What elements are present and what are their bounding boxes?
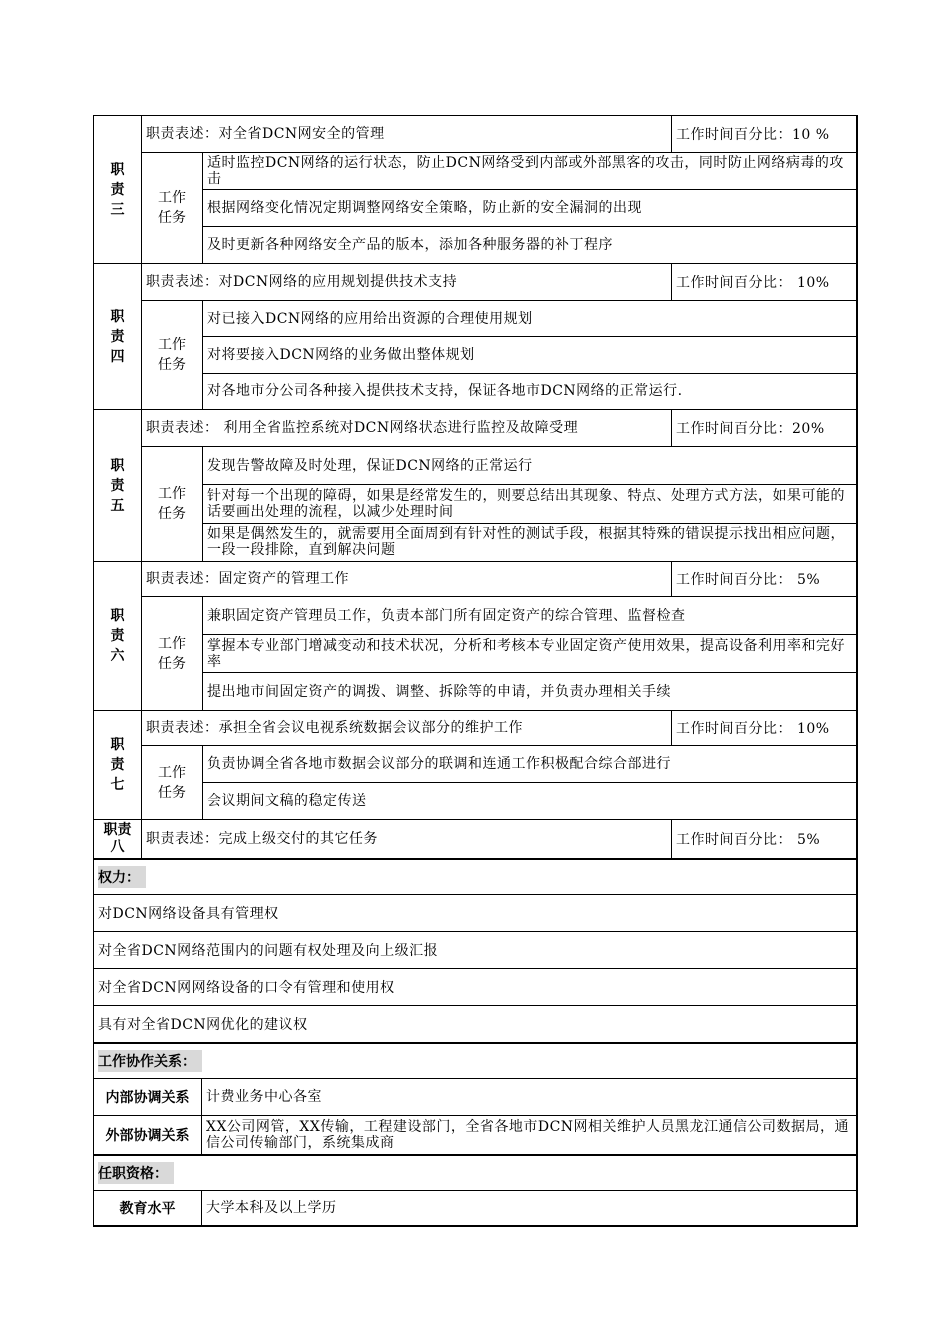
task-item: 掌握本专业部门增减变动和技术状况，分析和考核本专业固定资产使用效果，提高设备利用率和完好率 [203,634,856,672]
internal-coordination-value: 计费业务中心各室 [206,1089,322,1105]
task-item: 如果是偶然发生的，就需要用全面周到有针对性的测试手段，根据其特殊的错误提示找出相应问题，一段一段排除，直到解决问题 [203,523,856,561]
task-item: 发现告警故障及时处理，保证DCN网络的正常运行 [207,457,533,474]
education-row [94,1190,856,1225]
external-coordination-value: XX公司网管，XX传输，工程建设部门，全省各地市DCN网相关维护人员黑龙江通信公司数据局，通信公司传输部门，系统集成商 [206,1119,850,1151]
task-item: 会议期间文稿的稳定传送 [203,782,856,819]
work-time-percentage: 工作时间百分比：20% [671,410,856,446]
duty-block-6 [93,561,858,710]
duty-block-7 [93,710,858,819]
duty-label: 职责四 [94,264,142,409]
section-title: 工作协作关系： [94,1044,856,1078]
task-label: 工作任务 [142,447,203,561]
work-time-percentage: 工作时间百分比： 5% [671,562,856,596]
external-coordination-label: 外部协调关系 [94,1116,202,1154]
work-time-percentage: 工作时间百分比： 10% [671,711,856,745]
power-item: 对全省DCN网络范围内的问题有权处理及向上级汇报 [94,931,856,968]
power-item: 具有对全省DCN网优化的建议权 [94,1005,856,1042]
internal-coordination-label: 内部协调关系 [94,1079,202,1115]
duty-label: 职责七 [94,711,142,819]
duty-description: 职责表述：对DCN网络的应用规划提供技术支持 [146,274,458,290]
work-time-percentage: 工作时间百分比： 10% [671,264,856,300]
task-item: 对将要接入DCN网络的业务做出整体规划 [203,336,856,372]
qualification-section [93,1154,858,1227]
section-title: 任职资格： [94,1156,856,1190]
internal-coordination-row [94,1078,856,1115]
external-coordination-row [94,1115,856,1154]
task-item: 兼职固定资产管理员工作，负责本部门所有固定资产的综合管理、监督检查 [207,607,686,624]
task-label: 工作任务 [142,301,203,409]
task-item: 根据网络变化情况定期调整网络安全策略，防止新的安全漏洞的出现 [203,189,856,226]
duty-block-5 [93,409,858,561]
duty-label: 职责六 [94,562,142,710]
duty-block-4 [93,263,858,409]
education-value: 大学本科及以上学历 [206,1200,337,1216]
duty-description: 职责表述：完成上级交付的其它任务 [146,831,378,847]
duty-block-8 [93,819,858,858]
education-label: 教育水平 [94,1191,202,1225]
task-label: 工作任务 [142,746,203,819]
job-description-table [93,115,858,1227]
duty-label: 职责八 [94,820,142,858]
duty-description: 职责表述：承担全省会议电视系统数据会议部分的维护工作 [146,720,523,736]
task-item: 对各地市分公司各种接入提供技术支持，保证各地市DCN网络的正常运行. [203,373,856,409]
task-item: 适时监控DCN网络的运行状态，防止DCN网络受到内部或外部黑客的攻击，同时防止网络病毒的攻击 [207,155,844,187]
power-item: 对DCN网络设备具有管理权 [94,894,856,931]
cooperation-section [93,1042,858,1154]
duty-description: 职责表述：固定资产的管理工作 [146,571,349,587]
task-item: 负责协调全省各地市数据会议部分的联调和连通工作积极配合综合部进行 [207,756,671,772]
task-item: 对已接入DCN网络的应用给出资源的合理使用规划 [207,310,533,327]
work-time-percentage: 工作时间百分比：10 % [671,116,856,152]
work-time-percentage: 工作时间百分比： 5% [671,820,856,858]
section-title: 权力： [94,860,856,894]
duty-label: 职责三 [94,116,142,263]
power-section [93,858,858,1042]
task-item: 及时更新各种网络安全产品的版本，添加各种服务器的补丁程序 [203,226,856,263]
duty-label: 职责五 [94,410,142,561]
task-item: 提出地市间固定资产的调拨、调整、拆除等的申请，并负责办理相关手续 [203,672,856,710]
duty-block-3 [93,115,858,263]
duty-description: 职责表述：对全省DCN网安全的管理 [146,126,385,142]
task-label: 工作任务 [142,597,203,710]
task-label: 工作任务 [142,153,203,263]
power-item: 对全省DCN网网络设备的口令有管理和使用权 [94,968,856,1005]
duty-description: 职责表述： 利用全省监控系统对DCN网络状态进行监控及故障受理 [146,420,579,436]
task-item: 针对每一个出现的障碍，如果是经常发生的，则要总结出其现象、特点、处理方式方法，如果可能的话要画出处理的流程，以减少处理时间 [203,484,856,522]
